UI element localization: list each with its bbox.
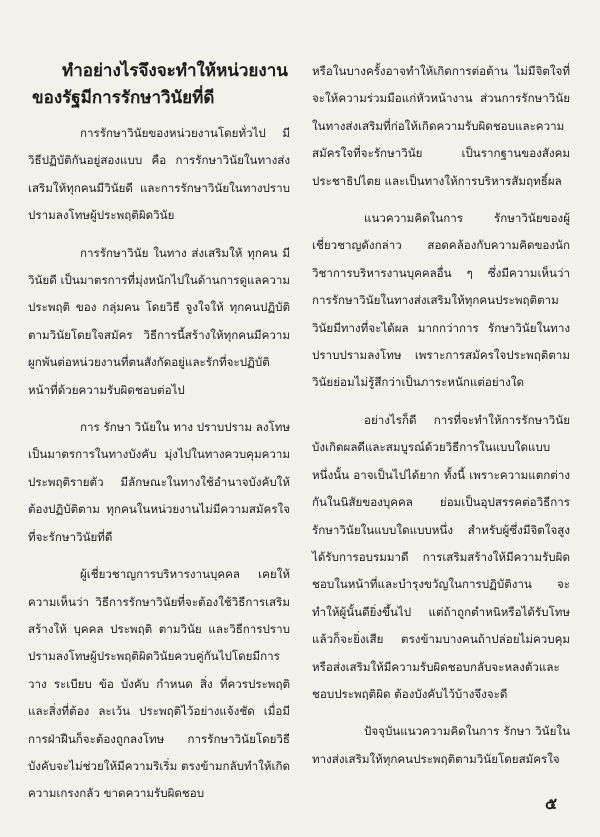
title-line-1: ทำอย่างไรจึงจะทำให้หน่วยงาน [62, 61, 288, 81]
title-line-2: ของรัฐมีการรักษาวินัยที่ดี [32, 88, 215, 108]
left-column [28, 58, 290, 818]
paragraph-6: แนวความคิดในการ รักษาวินัยของผู้เชี่ยวชาญดังกล่าว สอดคล้องกับความคิดของนักวิชาการบริหารงานบุคคลอื่น ๆ ซึ่งมีความเห็นว่า การรักษาวินัยในทางส่งเสริมให้ทุกคนประพฤติตามวินัยมีทางที่จะได้ผล มากกว่าการ รักษาวินัยในทางปราบปรามลงโทษ เพราะการสมัครใจประพฤติตามวินัยย่อมไม่รู้สึกว่าเป็นภาระหนักแต่อย่างใด [312, 211, 570, 390]
paragraph-5: หรือในบางครั้งอาจทำให้เกิดการต่อต้าน ไม่มีจิตใจที่จะให้ความร่วมมือแก่หัวหน้างาน ส่วนการรักษาวินัยในทางส่งเสริมที่ก่อให้เกิดความรับผิดชอบและความสมัครใจที่จะรักษาวินัย เป็นรากฐานของสังคมประชาธิปไตย และเป็นทางให้การบริหารสัมฤทธิ์ผล [312, 64, 570, 188]
page-number: ๕ [545, 794, 558, 813]
paragraph-2: การรักษาวินัย ในทาง ส่งเสริมให้ ทุกคน มีวินัยดี เป็นมาตรการที่มุ่งหนักไปในด้านการดูแลความ ประพฤติ ของ กลุ่มคน โดยวิธี จูงใจให้ ทุกคนปฏิบัติตามวินัยโดยใจสมัคร วิธีการนี้สร้างให้ทุกคนมีความผูกพันต่อหน่วยงานที่ตนสังกัดอยู่และรักที่จะปฏิบัติหน้าที่ด้วยความรับผิดชอบต่อไป [28, 245, 290, 397]
right-column [312, 58, 570, 783]
paragraph-7: อย่างไรก็ดี การที่จะทำให้การรักษาวินัยบังเกิดผลดีและสมบูรณ์ด้วยวิธีการในแบบใดแบบหนึ่งนั้น อาจเป็นไปได้ยาก ทั้งนี้ เพราะความแตกต่างกันในนิสัยของบุคคล ย่อมเป็นอุปสรรคต่อวิธีการรักษาวินัยในแบบใดแบบหนึ่ง สำหรับผู้ซึ่งมีจิตใจสูงได้รับการอบรมมาดี การเสริมสร้างให้มีความรับผิดชอบในหน้าที่และบำรุงขวัญในการปฏิบัติงาน จะทำให้ผู้นั้นดียิ่งขึ้นไป แต่ถ้าถูกตำหนิหรือได้รับโทษแล้วก็จะยิ่งเสีย ตรงข้ามบางคนถ้าปล่อยไม่ควบคุมหรือส่งเสริมให้มีความรับผิดชอบกลับจะหลงตัวและชอบประพฤติผิด ต้องบังคับไว้บ้างจึงจะดี [312, 412, 570, 701]
paragraph-1: การรักษาวินัยของหน่วยงานโดยทั่วไป มีวิธีปฏิบัติกันอยู่สองแบบ คือ การรักษาวินัยในทางส่งเสริมให้ทุกคนมีวินัยดี และการรักษาวินัยในทางปราบปรามลงโทษผู้ประพฤติผิดวินัย [28, 126, 290, 223]
article-title [28, 58, 290, 112]
paragraph-4: ผู้เชี่ยวชาญการบริหารงานบุคคล เคยให้ความเห็นว่า วิธีการรักษาวินัยที่จะต้องใช้วิธีการเสริมสร้างให้ บุคคล ประพฤติ ตามวินัย และวิธีการปราบปรามลงโทษผู้ประพฤติผิดวินัยควบคู่กันไปโดยมีการ วาง ระเบียบ ข้อ บังคับ กำหนด สิ่ง ที่ควรประพฤติและสิ่งที่ต้อง ละเว้น ประพฤติไว้อย่างแจ้งชัด เมื่อมีการฝ่าฝืนก็จะต้องถูกลงโทษ การรักษาวินัยโดยวิธีบังคับจะไม่ช่วยให้มีความริเริ่ม ตรงข้ามกลับทำให้เกิดความเกรงกลัว ขาดความรับผิดชอบ [28, 567, 290, 801]
paragraph-3: การ รักษา วินัยใน ทาง ปราบปราม ลงโทษเป็นมาตรการในทางบังคับ มุ่งไปในทางควบคุมความประพฤติรายตัว มีลักษณะในทางใช้อำนาจบังคับให้ต้องปฏิบัติตาม ทุกคนในหน่วยงานไม่มีความสมัครใจที่จะรักษาวินัยที่ดี [28, 420, 290, 544]
paragraph-8: ปัจจุบันแนวความคิดในการ รักษา วินัยในทางส่งเสริมให้ทุกคนประพฤติตามวินัยโดยสมัครใจ [312, 724, 570, 766]
